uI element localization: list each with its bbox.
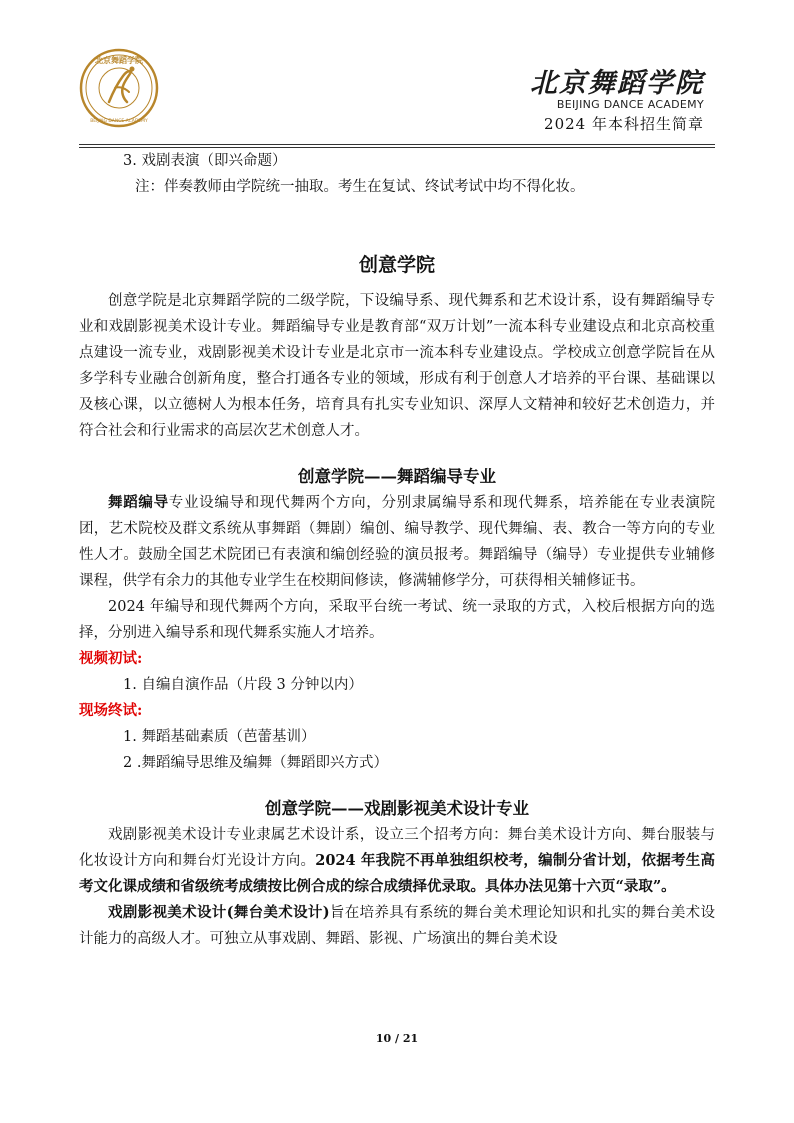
- stage-design-paragraph-2-text: 旨在培养具有系统的舞台美术理论知识和扎实的舞台美术设计能力的高级人才。可独立从事戏剧、舞蹈、影视、广场演出的舞台美术设: [79, 905, 715, 947]
- page-content: [79, 148, 715, 952]
- choreography-paragraph-1: [79, 490, 715, 594]
- spacer: [79, 776, 715, 796]
- choreography-major-name: 舞蹈编导: [108, 494, 169, 511]
- stage-design-paragraph-1: [79, 822, 715, 900]
- section-title-stage-design: 创意学院——戏剧影视美术设计专业: [265, 799, 529, 818]
- section-title-creative-college: 创意学院: [358, 254, 435, 276]
- creative-college-paragraph: 创意学院是北京舞蹈学院的二级学院，下设编导系、现代舞系和艺术设计系，设有舞蹈编导专业和戏剧影视美术设计专业。舞蹈编导专业是教育部“双万计划”一流本科专业建设点和北京高校重点建设一流专业，戏剧影视美术设计专业是北京市一流本科专业建设点。学校成立创意学院旨在从多学科专业融合创新角度，整合打通各专业的领域，形成有利于创意人才培养的平台课、基础课以及核心课，以立德树人为根本任务，培育具有扎实专业知识、深厚人文精神和较好艺术创造力，并符合社会和行业需求的高层次艺术创意人才。: [79, 293, 715, 439]
- choreography-paragraph-1-text: 专业设编导和现代舞两个方向，分别隶属编导系和现代舞系，培养能在专业表演院团，艺术院校及群文系统从事舞蹈（舞剧）编创、编导教学、现代舞编、表、教合一等方向的专业性人才。鼓励全国艺术院团已有表演和编创经验的演员报考。舞蹈编导（编导）专业提供专业辅修课程，供学有余力的其他专业学生在校期间修读，修满辅修学分，可获得相关辅修证书。: [79, 495, 716, 589]
- intro-note: 注：伴奏教师由学院统一抽取。考生在复试、终试考试中均不得化妆。: [135, 179, 585, 195]
- spacer: [79, 444, 715, 464]
- academy-seal-logo: [79, 48, 159, 128]
- brochure-title: 2024 年本科招生简章: [544, 115, 704, 133]
- page-header: [0, 0, 794, 150]
- seal-text-cn: 北京舞蹈学院: [95, 55, 143, 65]
- page-number: 10 / 21: [375, 1032, 419, 1045]
- onsite-final-label: 现场终试:: [79, 702, 143, 719]
- onsite-item-2: 2 .舞蹈编导思维及编舞（舞蹈即兴方式）: [123, 755, 388, 771]
- spacer: [79, 200, 715, 252]
- spacer: [79, 278, 715, 288]
- choreography-paragraph-2: 2024 年编导和现代舞两个方向，采取平台统一考试、统一录取的方式，入校后根据方向的选择，分别进入编导系和现代舞系实施人才培养。: [79, 599, 715, 641]
- brand-name-cn: 北京舞蹈学院: [530, 68, 704, 99]
- video-item-1: 1. 自编自演作品（片段 3 分钟以内）: [123, 677, 363, 693]
- stage-design-admission-note: 2024 年我院不再单独组织校考，编制分省计划，依据考生高考文化课成绩和省级统考成绩按比例合成的综合成绩择优录取。具体办法见第十六页“录取”。: [79, 852, 716, 895]
- intro-item-3: 3. 戏剧表演（即兴命题）: [123, 153, 287, 169]
- brand-block: [504, 70, 704, 134]
- stage-design-major-name: 戏剧影视美术设计(舞台美术设计): [108, 904, 330, 921]
- seal-text-en: BEIJING DANCE ACADEMY: [90, 119, 148, 124]
- onsite-item-1: 1. 舞蹈基础素质（芭蕾基训）: [123, 729, 316, 745]
- stage-design-paragraph-1-text: 戏剧影视美术设计专业隶属艺术设计系，设立三个招考方向：舞台美术设计方向、舞台服装与化妆设计方向和舞台灯光设计方向。: [79, 827, 715, 869]
- brand-name-en: BEIJING DANCE ACADEMY: [556, 98, 704, 111]
- header-divider-top: [79, 144, 715, 145]
- video-preliminary-label: 视频初试:: [79, 650, 143, 667]
- stage-design-paragraph-2: [79, 900, 715, 952]
- section-title-choreography: 创意学院——舞蹈编导专业: [298, 467, 496, 486]
